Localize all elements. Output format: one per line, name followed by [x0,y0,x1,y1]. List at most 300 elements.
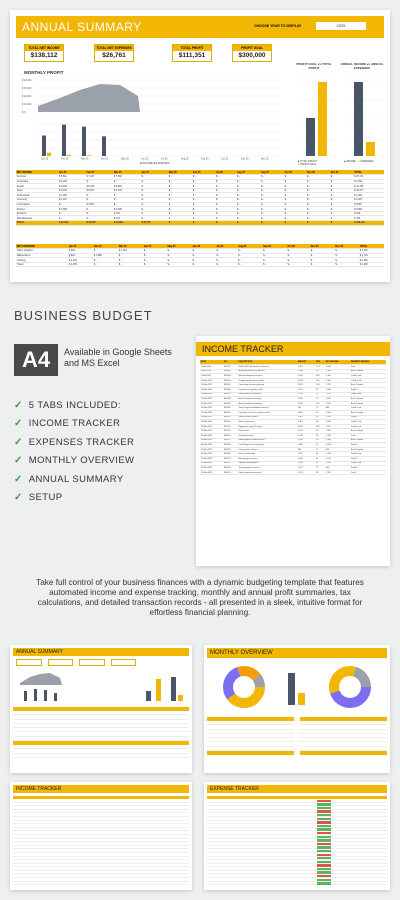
table-cell: 87 [315,461,325,466]
table-cell: $ - [215,211,236,216]
table-cell: $ 8,240 [58,184,85,189]
column-header: Jun 25 [192,244,216,249]
tab-label: SETUP [28,492,63,504]
table-cell: $ 1,880 [93,253,118,258]
x-tick-label: Oct 25 [221,157,229,161]
table-cell: $ - [237,258,262,263]
status-cell [317,850,331,852]
table-cell: $ - [310,258,335,263]
row-total: $ 100 [353,211,384,216]
table-cell: Bank Transfer [350,447,386,452]
table-cell: $ - [141,216,168,221]
row-category: Sales [16,188,58,193]
table-cell: $ - [284,193,306,198]
table-cell: $ - [86,198,113,203]
column-header: TOTAL [359,244,384,249]
table-cell: 816 [325,447,350,452]
status-cell [317,818,331,820]
table-cell: $ - [306,221,330,226]
table-cell: 1,143 [325,452,350,457]
row-category: Subscription [16,193,58,198]
table-cell: $ - [236,216,260,221]
table-cell: INV018 [223,443,238,448]
monthly-overview-thumbnail [204,645,390,773]
legend-expenses: EXPENSES [360,160,374,163]
table-cell: $ - [118,258,143,263]
row-category: Licensing [16,198,58,203]
income-tracker-sheet [196,336,390,566]
status-cell [317,857,331,859]
table-cell: $ - [236,202,260,207]
table-cell: Credit Card [350,406,386,411]
table-cell: $ - [168,198,192,203]
table-cell: 3,364 [325,378,350,383]
table-cell: 1,957 [325,424,350,429]
x-tick-label: Nov 25 [241,157,249,161]
goal-chart-legend: ■ TOTAL PROFIT ■ PROFIT GOAL [298,160,317,166]
availability-text: Available in Google Sheets and MS Excel [64,347,172,368]
row-category: Services [16,175,58,180]
status-cell [317,810,331,812]
a4-label: A4 [21,347,51,372]
table-cell: INV003 [223,374,238,379]
table-cell: $ - [284,175,306,180]
table-cell: $ - [215,216,236,221]
row-category: Office Supplies [16,249,68,254]
column-header: Mar 25 [118,244,143,249]
table-cell: $ - [216,258,238,263]
table-cell: Rental of office space [238,415,297,420]
table-cell: 144 [315,378,325,383]
tabs-included-label: 5 TABS INCLUDED: [28,399,121,411]
table-cell: $ - [260,179,283,184]
status-cell [317,861,331,863]
table-cell: 3,093 [297,401,315,406]
row-total: $ 2,704 [359,253,384,258]
table-cell: 17-Mar-2025 [200,397,223,402]
table-cell: $ - [215,221,236,226]
income-bar [82,127,86,156]
column-header: Feb 25 [86,170,113,175]
monthly-income-expense-bar-chart [20,120,282,166]
table-cell: $ - [168,193,192,198]
thumb-title: MONTHLY OVERVIEW [210,649,273,656]
table-cell: $ - [167,262,192,267]
table-cell: Web & SEO maintenance services [238,365,297,370]
table-cell: Web design services [238,456,297,461]
table-cell: INV012 [223,415,238,420]
column-header: DATE [200,360,223,365]
status-cell [317,807,331,809]
check-icon: ✓ [14,436,23,448]
table-cell: 57 [315,443,325,448]
column-header: Feb 25 [93,244,118,249]
table-cell: $ - [330,188,353,193]
table-cell: 7-Mar-2025 [200,374,223,379]
table-cell: $ - [260,207,283,212]
table-cell: 31-Mar-2025 [200,461,223,466]
profit-goal-bar-chart [292,72,336,164]
x-tick-label: Jul 25 [161,157,168,161]
table-cell: $ - [330,184,353,189]
table-cell: $ - [143,262,167,267]
tab-list-item [14,489,194,508]
table-cell: INV010 [223,406,238,411]
table-cell: 79 [315,397,325,402]
table-cell: $ - [192,249,216,254]
monthly-profit-area-chart [20,76,282,118]
table-cell: Credit Card [350,424,386,429]
row-category: Refund [16,207,58,212]
table-cell: $ - [330,198,353,203]
table-cell: $ 31,990 [58,221,85,226]
table-cell: $ - [192,211,215,216]
table-cell: $ - [215,202,236,207]
table-cell: $ - [215,188,236,193]
table-cell: $ - [192,193,215,198]
table-cell: $ - [168,175,192,180]
table-cell: $ - [236,179,260,184]
table-cell: $ 7,082 [113,175,140,180]
column-header: TAX [315,360,325,365]
table-cell: Bank Transfer [350,438,386,443]
table-cell: 1,028 [325,443,350,448]
table-cell: $ - [141,184,168,189]
table-cell: $ - [284,211,306,216]
table-cell: 1,331 [325,420,350,425]
column-header: Nov 25 [310,244,335,249]
table-cell: $ - [141,175,168,180]
card-label: TOTAL PROFIT [173,45,211,51]
row-total: $ 4,292 [353,179,384,184]
row-category: Rental [16,184,58,189]
table-cell: $ - [237,249,262,254]
table-cell: Consulting services package [238,443,297,448]
table-cell: $ - [260,202,283,207]
table-cell: $ - [168,184,192,189]
table-cell: Cash [350,365,386,370]
row-total: $ 2,187 [353,198,384,203]
table-cell: $ - [192,207,215,212]
table-cell: 30-Mar-2025 [200,438,223,443]
income-expense-chart-title: ANNUAL INCOME vs ANNUAL EXPENSES [340,62,384,70]
table-cell: 1,017 [297,466,315,471]
table-cell: 83 [315,470,325,475]
table-cell: Tax preparation services [238,466,297,471]
table-cell: $ - [260,175,283,180]
table-cell: PayPal [350,466,386,471]
table-cell: $ - [168,179,192,184]
table-cell: INV011 [223,411,238,416]
status-cell [317,836,331,838]
column-header: Jul 25 [215,170,236,175]
table-cell: $ - [310,253,335,258]
table-cell: $ - [284,188,306,193]
table-cell: $ 3,567 [86,202,113,207]
table-cell: $ - [141,211,168,216]
thumb-row [13,882,189,886]
table-cell: $ 6,316 [113,188,140,193]
table-cell: 26-Mar-2025 [200,420,223,425]
table-cell: $ - [284,184,306,189]
table-cell: 72 [315,466,325,471]
table-cell: $ - [284,221,306,226]
table-cell: $ - [58,211,85,216]
table-cell: Cash [350,470,386,475]
table-cell: 173 [315,401,325,406]
x-tick-label: Mar 25 [81,157,89,161]
column-header: Apr 25 [143,244,167,249]
column-header: Jan 25 [68,244,93,249]
legend-profit-goal: PROFIT GOAL [300,163,317,166]
row-category: Consulting [16,179,58,184]
annual-summary-thumbnail [10,645,192,773]
table-cell: $ - [86,179,113,184]
table-cell: $ - [306,193,330,198]
table-cell: 30-Mar-2025 [200,434,223,439]
table-cell: $ - [306,188,330,193]
table-cell: $ - [113,179,140,184]
table-cell: 1,195 [297,470,315,475]
column-header: Nov 25 [306,170,330,175]
tabs-included-item [14,396,194,415]
thumb-header [207,785,387,793]
product-description: Take full control of your business finances with a dynamic budgeting template that features automated income and expense tracking, monthly and annual profit summaries, tax calculations, and detailed transaction records - all presented in a sleek, intuitive format for effortless financial planning. [36,578,364,617]
table-cell: 24-Mar-2025 [200,415,223,420]
table-cell: $ - [237,262,262,267]
table-row [16,262,384,267]
table-cell: PayPal [350,415,386,420]
table-cell: $ - [260,216,283,221]
table-cell: PayPal [350,388,386,393]
table-cell: 12-Mar-2025 [200,383,223,388]
row-total: $ 9,894 [353,207,384,212]
table-cell: 100 [315,374,325,379]
table-cell: Credit Card [350,374,386,379]
table-cell: $ - [306,175,330,180]
table-cell: $ - [143,249,167,254]
table-cell: $ - [330,179,353,184]
expense-tracker-thumbnail [204,782,390,890]
legend-income: INCOME [346,160,356,163]
table-cell: Bank Transfer [350,369,386,374]
table-cell: $ 100 [113,211,140,216]
table-cell: $ 1,235 [68,262,93,267]
table-cell: $ - [143,253,167,258]
check-icon: ✓ [14,492,23,504]
table-cell: 30-Mar-2025 [200,443,223,448]
table-cell: 5,100 [325,374,350,379]
table-cell: 1,240 [297,438,315,443]
thumb-title: INCOME TRACKER [16,786,62,792]
x-tick-label: Apr 25 [101,157,109,161]
chart-legend: ■ INCOME ■ EXPENSES [140,162,170,165]
table-cell: 2,093 [297,424,315,429]
table-cell: Credit Card [350,378,386,383]
table-cell: INV021 [223,456,238,461]
table-cell: 20-Mar-2025 [200,406,223,411]
table-cell: $ - [168,207,192,212]
annual-expense-bar [366,142,375,156]
table-cell: 31-Mar-2025 [200,447,223,452]
table-cell: Bank Transfer [350,411,386,416]
table-cell: $ - [141,188,168,193]
table-cell: $ - [141,193,168,198]
table-cell: $ - [284,198,306,203]
column-header: Jan 25 [58,170,85,175]
thumb-cards [16,659,136,666]
table-cell: $ - [287,262,310,267]
thumb-table [13,707,189,758]
table-cell: 1,085 [297,443,315,448]
check-icon: ✓ [14,399,23,411]
table-cell: 3,508 [297,378,315,383]
table-cell: $ - [113,202,140,207]
table-cell: $ - [262,249,286,254]
table-cell: 1,109 [325,369,350,374]
table-cell: $ - [168,211,192,216]
table-cell: $ - [192,188,215,193]
thumb-title: EXPENSE TRACKER [210,786,259,792]
totals-label: TOTAL [16,221,58,226]
table-cell: $ - [86,211,113,216]
table-cell: 1,211 [297,452,315,457]
table-cell: 1,231 [297,388,315,393]
status-cell [317,875,331,877]
table-cell: INV022 [223,461,238,466]
income-bar [102,136,106,156]
column-header: Sep 25 [260,170,283,175]
table-cell: $ 6,464 [58,188,85,193]
table-cell: $ - [287,258,310,263]
year-selector[interactable]: 2025 [316,22,366,30]
table-cell: Sale of legal consultation services [238,406,297,411]
table-cell: $ - [192,262,216,267]
table-cell: Equipment rental for event [238,424,297,429]
row-category: Donation [16,211,58,216]
thumb-tables [207,717,387,755]
table-cell: $ 4,292 [58,179,85,184]
table-cell: $ 928 [68,249,93,254]
table-cell: 62 [315,388,325,393]
table-cell: 3-Mar-2025 [200,369,223,374]
table-cell: Web development services [238,374,297,379]
table-cell: 14-Mar-2025 [200,388,223,393]
table-cell: Retail sales [238,429,297,434]
year-selector-label: CHOOSE YEAR TO DISPLAY [254,24,302,28]
thumb-rows [13,796,189,885]
table-cell: 31-Mar-2025 [200,456,223,461]
table-cell: INV020 [223,452,238,457]
table-cell: $ - [216,262,238,267]
income-bar [62,125,66,156]
table-cell: 19-Mar-2025 [200,401,223,406]
table-cell: PayPal [350,456,386,461]
table-cell: INV023 [223,466,238,471]
row-category: Travel [16,262,68,267]
table-cell: Annual software licensing [238,401,297,406]
svg-text:$ 30,000: $ 30,000 [22,87,32,90]
column-header: Oct 25 [287,244,310,249]
ie-chart-legend: ■ INCOME ■ EXPENSES [344,160,374,163]
thumb-donut-charts [210,663,386,713]
table-cell: 1-Mar-2025 [200,365,223,370]
table-cell: $ - [330,221,353,226]
table-cell: 945 [325,466,350,471]
table-cell: $ - [306,184,330,189]
table-cell: Donation income [238,434,297,439]
table-cell: $ - [215,193,236,198]
table-cell: $ - [113,193,140,198]
column-header: PAYMENT METHOD [350,360,386,365]
table-cell: Subscription to newsletter [238,392,297,397]
table-cell: Commercial property rental [238,388,297,393]
table-cell: $ - [216,253,238,258]
table-cell: 68 [315,452,325,457]
table-cell: 136 [315,424,325,429]
table-cell: Bank Transfer [350,401,386,406]
table-cell: 1,450 [325,429,350,434]
tab-list-item [14,433,194,452]
x-tick-label: May 25 [121,157,129,161]
table-cell: $ - [236,198,260,203]
table-cell: $ - [168,221,192,226]
row-total: $ 25,171 [353,175,384,180]
table-cell: 1,361 [297,415,315,420]
table-cell: Consulting services package [238,383,297,388]
table-cell: 889 [325,406,350,411]
column-header: May 25 [168,170,192,175]
table-cell: $ - [260,193,283,198]
total-net-expenses-card [94,44,134,62]
table-cell: $ - [306,198,330,203]
table-cell: $ - [118,262,143,267]
status-cell [317,843,331,845]
status-cell [317,854,331,856]
table-cell: 65 [315,434,325,439]
status-cell [317,800,331,802]
table-cell: $ 824 [68,253,93,258]
table-cell: $ 7,227 [86,175,113,180]
table-cell: $ - [86,216,113,221]
tabs-list [14,396,194,507]
tab-label: ANNUAL SUMMARY [28,473,124,485]
table-cell: $ - [287,249,310,254]
tab-label: MONTHLY OVERVIEW [28,455,135,467]
thumb-header [207,648,387,658]
table-cell: Event coordination [238,452,297,457]
svg-text:$ 0: $ 0 [22,111,26,114]
status-cell [317,868,331,870]
total-net-income-card [24,44,64,62]
table-cell: 57.1 [315,365,325,370]
income-tracker-table [200,360,386,475]
column-header: AMOUNT [297,360,315,365]
table-cell: $ - [143,258,167,263]
table-cell: $ - [215,184,236,189]
annual-summary-sheet [10,10,390,282]
column-header: ID# [223,360,238,365]
table-cell: INV024 [223,470,238,475]
business-budget-heading: BUSINESS BUDGET [14,308,153,323]
column-header: Sep 25 [262,244,286,249]
card-label: TOTAL NET INCOME [25,45,63,51]
table-cell: 28-Mar-2025 [200,424,223,429]
table-cell: $ - [192,216,215,221]
table-cell: INV009 [223,401,238,406]
table-cell: 895 [297,447,315,452]
table-cell: INV015 [223,429,238,434]
